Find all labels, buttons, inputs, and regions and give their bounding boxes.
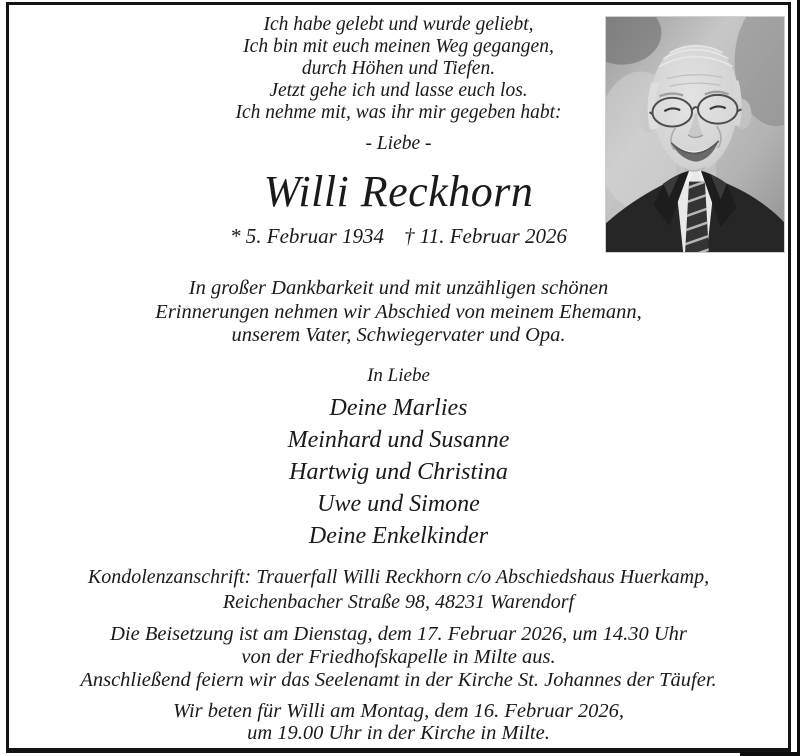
mourner-name: Meinhard und Susanne [287,426,510,453]
prayer-line: um 19.00 Uhr in der Kirche in Milte. [247,722,550,744]
farewell-line: In großer Dankbarkeit und mit unzähligen schönen [188,277,609,299]
poem-line: Ich bin mit euch meinen Weg gegangen, [243,36,554,57]
mourner-name: Uwe und Simone [317,490,480,517]
birth-date: * 5. Februar 1934 [230,224,385,248]
condolence-address [9,565,788,615]
funeral-info [9,623,788,692]
death-date: † 11. Februar 2026 [404,224,567,248]
poem-closing-liebe: - Liebe - [365,133,432,154]
scan-edge-bottom [740,752,800,756]
mourner-name: Deine Marlies [329,394,468,421]
farewell-line: Erinnerungen nehmen wir Abschied von meinem Ehemann, [155,300,642,323]
mourners-heading: In Liebe [367,364,430,386]
portrait-photo [605,16,785,253]
poem-line: Ich nehme mit, was ihr mir gegeben habt: [235,102,562,123]
farewell-line: unserem Vater, Schwiegervater und Opa. [231,324,566,346]
deceased-name: Willi Reckhorn [263,167,534,216]
funeral-line: Die Beisetzung ist am Dienstag, dem 17. Februar 2026, um 14.30 Uhr [110,622,687,645]
poem-line: Ich habe gelebt und wurde geliebt, [263,14,534,35]
mourners-list [9,392,788,552]
farewell-text [9,277,788,348]
mourner-name: Hartwig und Christina [289,458,508,485]
poem-line: Jetzt gehe ich und lasse euch los. [269,80,528,101]
mourner-name: Deine Enkelkinder [308,522,489,549]
condolence-line: Kondolenzanschrift: Trauerfall Willi Reckhorn c/o Abschiedshaus Huerkamp, [87,565,710,588]
poem-line: durch Höhen und Tiefen. [301,58,496,79]
funeral-line: Anschließend feiern wir das Seelenamt in der Kirche St. Johannes der Täufer. [80,668,717,691]
prayer-info [9,700,788,745]
condolence-line: Reichenbacher Straße 98, 48231 Warendorf [222,590,575,613]
prayer-line: Wir beten für Willi am Montag, dem 16. Februar 2026, [173,699,624,722]
portrait-photo-graphic [606,17,784,252]
funeral-line: von der Friedhofskapelle in Milte aus. [241,645,556,668]
